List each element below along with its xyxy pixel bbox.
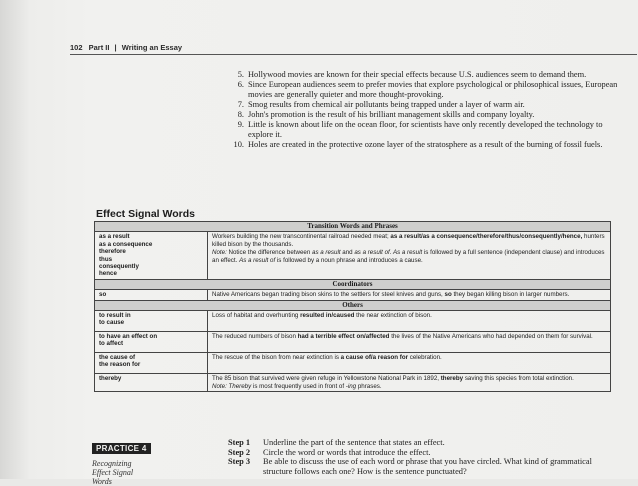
- practice-step: Step 3 Be able to discuss the use of each word or phrase that you have circled. What kind of grammatical structure follows each one? How is the sentence punctuated?: [228, 457, 592, 476]
- table-row: [95, 232, 611, 279]
- example-cell: [208, 311, 611, 332]
- table-category-row: [95, 300, 611, 310]
- practice-subtitle: Recognizing Effect Signal Words: [92, 459, 134, 486]
- usage-note: Note: Thereby is most frequently used in front of -ing phrases.: [212, 382, 382, 390]
- list-item: 9. Little is known about life on the ocean floor, for scientists have only recently developed the technology to explore it.: [237, 120, 603, 139]
- example-sentence: The reduced numbers of bison had a terrible effect on/affected the lives of the Native Americans who had depended on them for survival.: [212, 332, 593, 340]
- example-sentence: Workers building the new transcontinental railroad needed meat; as a result/as a consequence/therefore/thus/consequently/hence, hunters killed bison by the thousands.: [212, 233, 605, 248]
- example-sentence: The rescue of the bison from near extinction is a cause of/a reason for celebration.: [212, 353, 442, 361]
- signal-words-cell: as a result as a consequence therefore thus consequently hence: [95, 232, 208, 279]
- category-heading-others: Others: [95, 300, 611, 310]
- list-item: 6. Since European audiences seem to prefer movies that explore psychological or philosophical issues, European movies are generally quieter and more thought-provoking.: [237, 80, 618, 99]
- practice-step: Step 2 Circle the word or words that introduce the effect.: [228, 447, 431, 457]
- category-heading-transitions: Transition Words and Phrases: [95, 222, 611, 232]
- header-separator: |: [114, 43, 117, 52]
- effect-signal-words-table: [94, 221, 611, 392]
- list-item: 10. Holes are created in the protective ozone layer of the stratosphere as a result of the burning of fossil fuels.: [233, 140, 603, 149]
- signal-words-cell: to result in to cause: [95, 311, 208, 332]
- practice-step: Step 1 Underline the part of the sentence that states an effect.: [228, 438, 445, 447]
- page-number: 102: [70, 43, 83, 52]
- section-title: Effect Signal Words: [96, 208, 195, 220]
- signal-words-cell: so: [95, 290, 208, 300]
- example-cell: [208, 331, 611, 352]
- running-header: [70, 43, 182, 52]
- header-rule: [70, 54, 637, 55]
- example-sentence: Loss of habitat and overhunting resulted in/caused the near extinction of bison.: [212, 312, 432, 320]
- category-heading-coordinators: Coordinators: [95, 279, 611, 289]
- list-item: 7. Smog results from chemical air pollutants being trapped under a layer of warm air.: [237, 100, 525, 109]
- example-cell: [208, 290, 611, 300]
- table-row: [95, 311, 611, 332]
- example-sentence: The 85 bison that survived were given refuge in Yellowstone National Park in 1892, thereby saving this species from total extinction.: [212, 374, 574, 382]
- signal-words-cell: thereby: [95, 373, 208, 392]
- table-category-row: [95, 279, 611, 289]
- list-item: 8. John's promotion is the result of his brilliant management skills and company loyalty.: [237, 110, 535, 119]
- table-category-row: [95, 222, 611, 232]
- example-cell: [208, 373, 611, 392]
- chapter-title: Writing an Essay: [121, 43, 183, 52]
- table-row: [95, 373, 611, 392]
- example-cell: [208, 232, 611, 279]
- signal-words-cell: the cause of the reason for: [95, 352, 208, 373]
- example-sentence: Native Americans began trading bison skins to the settlers for steel knives and guns, so they began killing bison in larger numbers.: [212, 291, 570, 299]
- table-row: [95, 290, 611, 300]
- part-label: Part II: [88, 43, 110, 52]
- table-row: [95, 331, 611, 352]
- example-cell: [208, 352, 611, 373]
- list-item: 5. Hollywood movies are known for their special effects because U.S. audiences seem to demand them.: [237, 70, 587, 79]
- practice-steps: [228, 438, 620, 476]
- table-row: [95, 352, 611, 373]
- practice-tag: PRACTICE 4: [92, 443, 151, 454]
- usage-note: Note: Notice the difference between as a result and as a result of. As a result is followed by a full sentence (independent clause) and introduces an effect. As a result of is followed by a noun phrase and introduces a cause.: [212, 249, 605, 264]
- numbered-sentence-list: [229, 70, 621, 150]
- signal-words-cell: to have an effect on to affect: [95, 331, 208, 352]
